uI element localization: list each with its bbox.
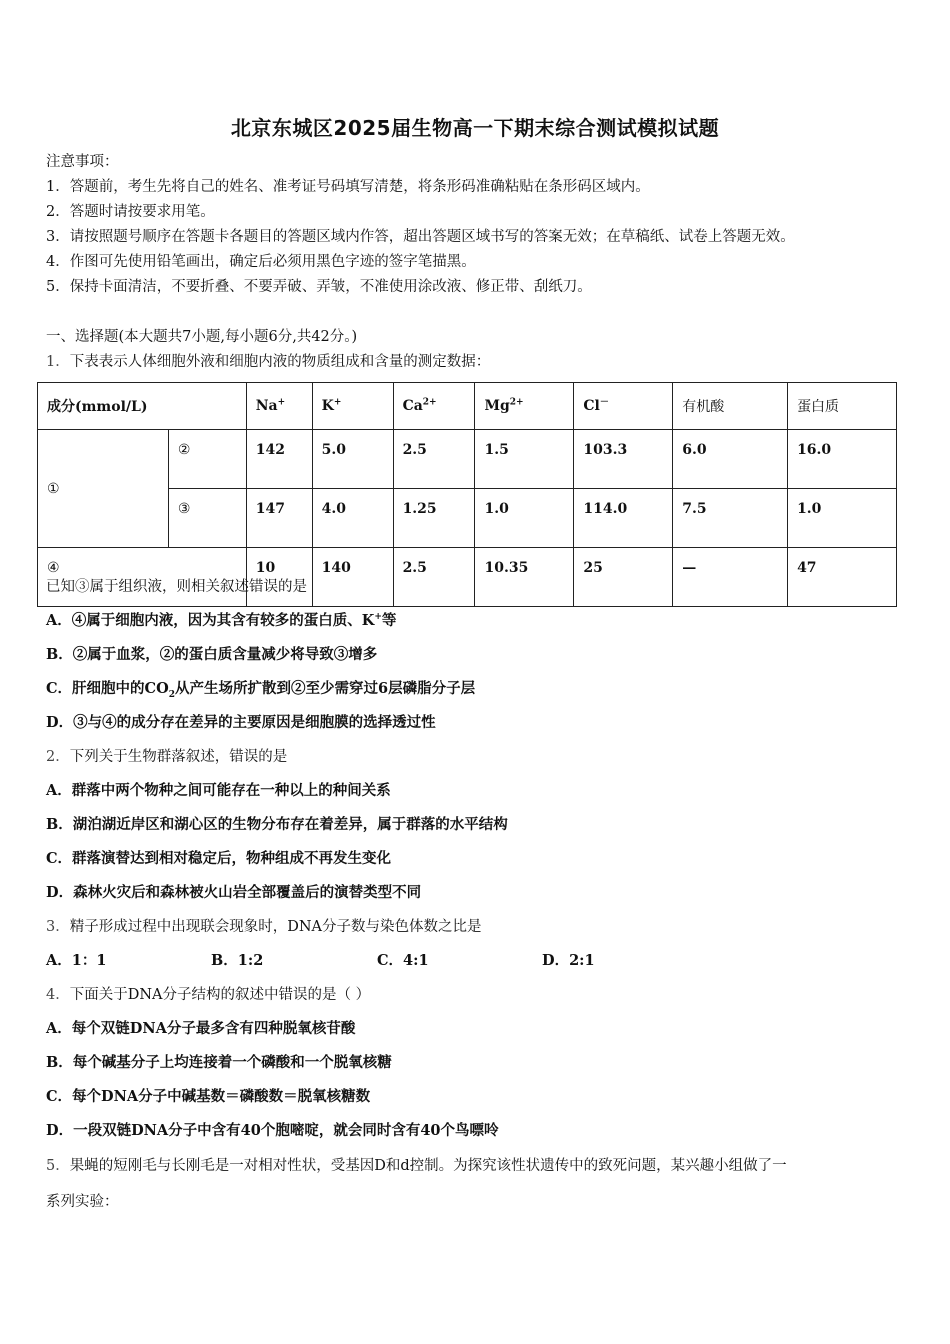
table-cell: 4.0: [312, 489, 393, 548]
table-cell: 140: [312, 548, 393, 607]
header-na: Na+: [246, 383, 312, 430]
header-organic-acid: 有机酸: [673, 383, 788, 430]
option-c: C．每个DNA分子中碱基数＝磷酸数＝脱氧核糖数: [46, 1088, 371, 1105]
table-cell: 2.5: [393, 430, 475, 489]
row-label: ④: [38, 548, 247, 607]
option-d: D．③与④的成分存在差异的主要原因是细胞膜的选择透过性: [46, 714, 436, 731]
table-cell: 1.0: [788, 489, 897, 548]
table-row: [38, 430, 897, 489]
question-number: 3．: [46, 919, 70, 935]
header-component: 成分(mmol/L): [38, 383, 247, 430]
table-cell: 5.0: [312, 430, 393, 489]
question-4-stem: [46, 985, 370, 1005]
question-number: 1．: [46, 354, 70, 370]
table-cell: 1.25: [393, 489, 475, 548]
table-cell: 103.3: [574, 430, 673, 489]
table-cell: 6.0: [673, 430, 788, 489]
table-cell: 10.35: [475, 548, 574, 607]
table-header-row: [38, 383, 897, 430]
question-5-stem: [46, 1156, 787, 1176]
question-2-stem: [46, 747, 287, 767]
question-number: 5．: [46, 1158, 70, 1174]
header-cl: Cl－: [574, 383, 673, 430]
notes-heading: 注意事项：: [46, 154, 119, 170]
note-item: 5．保持卡面清洁，不要折叠、不要弄破、弄皱，不准使用涂改液、修正带、刮纸刀。: [46, 279, 592, 295]
question-number: 4．: [46, 987, 70, 1003]
table-cell: 1.0: [475, 489, 574, 548]
question-number: 2．: [46, 749, 70, 765]
header-ca: $Ca^{2+}$: [393, 383, 475, 430]
option-c: C．4:1: [377, 952, 429, 969]
option-d: D．森林火灾后和森林被火山岩全部覆盖后的演替类型不同: [46, 884, 422, 901]
question-1-stem: [46, 352, 490, 372]
table-cell: —: [673, 548, 788, 607]
table-cell: 147: [246, 489, 312, 548]
table-cell: 7.5: [673, 489, 788, 548]
header-mg: $Mg^{2+}$: [475, 383, 574, 430]
page-title: 北京东城区2025届生物高一下期末综合测试模拟试题: [230, 116, 720, 140]
option-a: A．群落中两个物种之间可能存在一种以上的种间关系: [46, 782, 391, 799]
option-c: C．肝细胞中的$CO_2$从产生场所扩散到②至少需穿过6层磷脂分子层: [46, 680, 476, 700]
question-text: 下表表示人体细胞外液和细胞内液的物质组成和含量的测定数据：: [69, 354, 491, 370]
option-b: B．每个碱基分子上均连接着一个磷酸和一个脱氧核糖: [46, 1054, 392, 1071]
question-3-stem: [46, 917, 482, 937]
option-d: D．一段双链DNA分子中含有40个胞嘧啶，就会同时含有40个鸟嘌呤: [46, 1122, 499, 1139]
table-cell: 10: [246, 548, 312, 607]
table-cell: 2.5: [393, 548, 475, 607]
question-text: 果蝇的短刚毛与长刚毛是一对相对性状，受基因D和d控制。为探究该性状遗传中的致死问题，某兴趣小组做了一: [69, 1158, 787, 1174]
question-text: 下列关于生物群落叙述，错误的是: [69, 749, 288, 765]
note-item: 4．作图可先使用铅笔画出，确定后必须用黑色字迹的签字笔描黑。: [46, 254, 476, 270]
question-5-stem-cont: 系列实验：: [46, 1194, 119, 1210]
option-b: B．1:2: [211, 952, 264, 969]
group-label: ①: [38, 430, 169, 548]
table-cell: 16.0: [788, 430, 897, 489]
row-label: ②: [168, 430, 246, 489]
note-item: 1．答题前，考生先将自己的姓名、准考证号码填写清楚，将条形码准确粘贴在条形码区域内。: [46, 179, 650, 195]
composition-table: [37, 382, 897, 607]
table-cell: 25: [574, 548, 673, 607]
option-a: A．④属于细胞内液，因为其含有较多的蛋白质、K+等: [46, 612, 397, 629]
row-label: ③: [168, 489, 246, 548]
option-b: B．湖泊湖近岸区和湖心区的生物分布存在着差异，属于群落的水平结构: [46, 816, 508, 833]
question-given: 已知③属于组织液，则相关叙述错误的是: [46, 579, 307, 595]
header-protein: 蛋白质: [788, 383, 897, 430]
question-text: 下面关于DNA分子结构的叙述中错误的是（ ）: [69, 987, 371, 1003]
option-c: C．群落演替达到相对稳定后，物种组成不再发生变化: [46, 850, 392, 867]
table-cell: 114.0: [574, 489, 673, 548]
note-item: 3．请按照题号顺序在答题卡各题目的答题区域内作答，超出答题区域书写的答案无效；在草稿纸、试卷上答题无效。: [46, 229, 795, 245]
question-text: 精子形成过程中出现联会现象时，DNA分子数与染色体数之比是: [69, 919, 482, 935]
table-cell: 1.5: [475, 430, 574, 489]
note-item: 2．答题时请按要求用笔。: [46, 204, 215, 220]
option-b: B．②属于血浆，②的蛋白质含量减少将导致③增多: [46, 646, 378, 663]
header-k: K+: [312, 383, 393, 430]
option-a: A．1：1: [46, 952, 107, 969]
table-cell: 47: [788, 548, 897, 607]
table-cell: 142: [246, 430, 312, 489]
option-a: A．每个双链DNA分子最多含有四种脱氧核苷酸: [46, 1020, 356, 1037]
option-d: D．2:1: [542, 952, 595, 969]
section-heading: 一、选择题(本大题共7小题,每小题6分,共42分。): [46, 329, 358, 345]
